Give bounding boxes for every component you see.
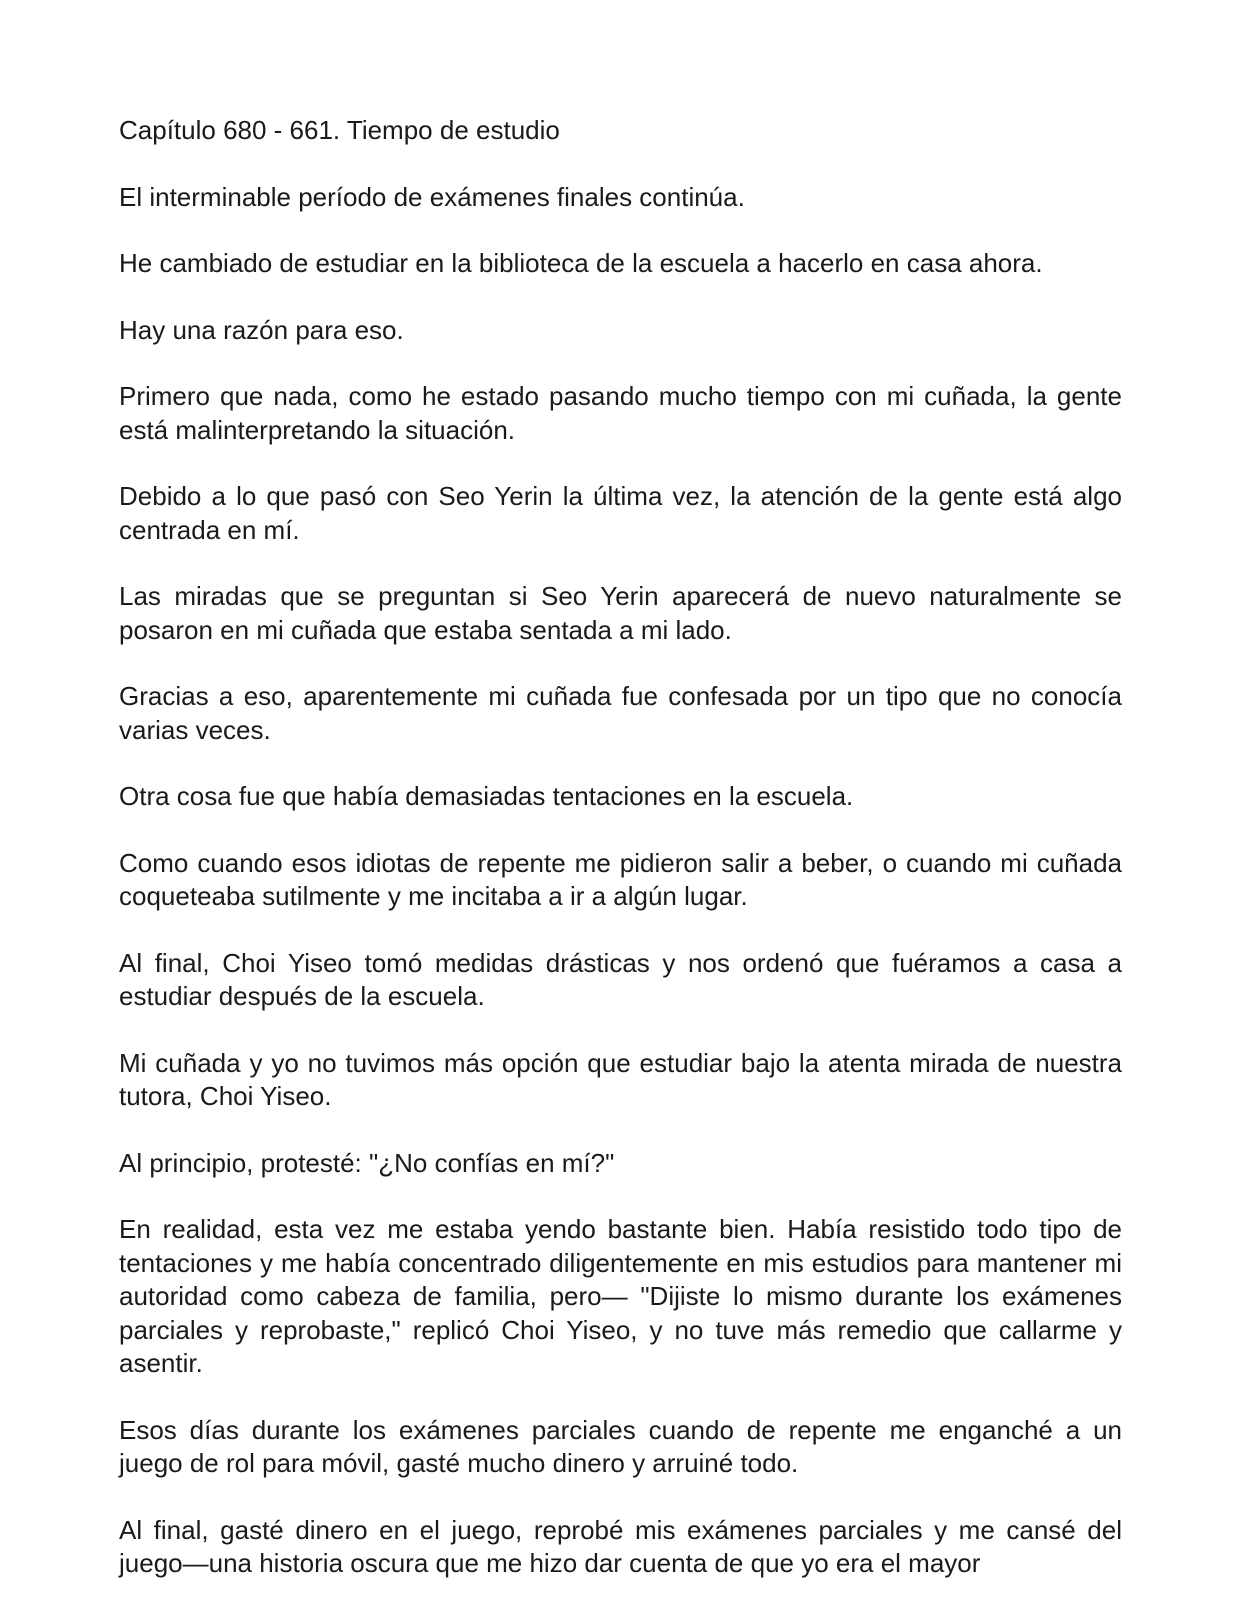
paragraph: El interminable período de exámenes finales continúa. xyxy=(119,181,745,212)
paragraph: Al final, gasté dinero en el juego, reprobé mis exámenes parciales y me cansé del juego—una historia oscura que me hizo dar cuenta de que yo era el mayor xyxy=(119,1514,1122,1578)
document-page xyxy=(119,114,1122,1614)
paragraph: Hay una razón para eso. xyxy=(119,314,404,345)
paragraph: He cambiado de estudiar en la biblioteca de la escuela a hacerlo en casa ahora. xyxy=(119,248,1043,278)
paragraph: Al principio, protesté: "¿No confías en mí?" xyxy=(119,1147,615,1178)
paragraph: Como cuando esos idiotas de repente me pidieron salir a beber, o cuando mi cuñada coqueteaba sutilmente y me incitaba a ir a algún lugar. xyxy=(119,847,1122,911)
paragraph: Al final, Choi Yiseo tomó medidas drásticas y nos ordenó que fuéramos a casa a estudiar después de la escuela. xyxy=(119,947,1122,1011)
paragraph: Las miradas que se preguntan si Seo Yerin aparecerá de nuevo naturalmente se posaron en mi cuñada que estaba sentada a mi lado. xyxy=(119,581,1122,645)
paragraph: En realidad, esta vez me estaba yendo bastante bien. Había resistido todo tipo de tentaciones y me había concentrado diligentemente en mis estudios para mantener mi autoridad como cabeza de familia, pero— "Dijiste lo mismo durante los exámenes parciales y reprobaste," replicó Choi Yiseo, y no tuve más remedio que callarme y asentir. xyxy=(119,1214,1122,1378)
chapter-title: Capítulo 680 - 661. Tiempo de estudio xyxy=(119,115,560,145)
paragraph: Mi cuñada y yo no tuvimos más opción que estudiar bajo la atenta mirada de nuestra tutora, Choi Yiseo. xyxy=(119,1047,1122,1111)
paragraph: Gracias a eso, aparentemente mi cuñada fue confesada por un tipo que no conocía varias veces. xyxy=(119,681,1122,745)
paragraph: Primero que nada, como he estado pasando mucho tiempo con mi cuñada, la gente está malinterpretando la situación. xyxy=(119,381,1122,445)
paragraph: Otra cosa fue que había demasiadas tentaciones en la escuela. xyxy=(119,781,854,811)
paragraph: Esos días durante los exámenes parciales cuando de repente me enganché a un juego de rol para móvil, gasté mucho dinero y arruiné todo. xyxy=(119,1414,1122,1478)
paragraph: Debido a lo que pasó con Seo Yerin la última vez, la atención de la gente está algo centrada en mí. xyxy=(119,481,1122,545)
